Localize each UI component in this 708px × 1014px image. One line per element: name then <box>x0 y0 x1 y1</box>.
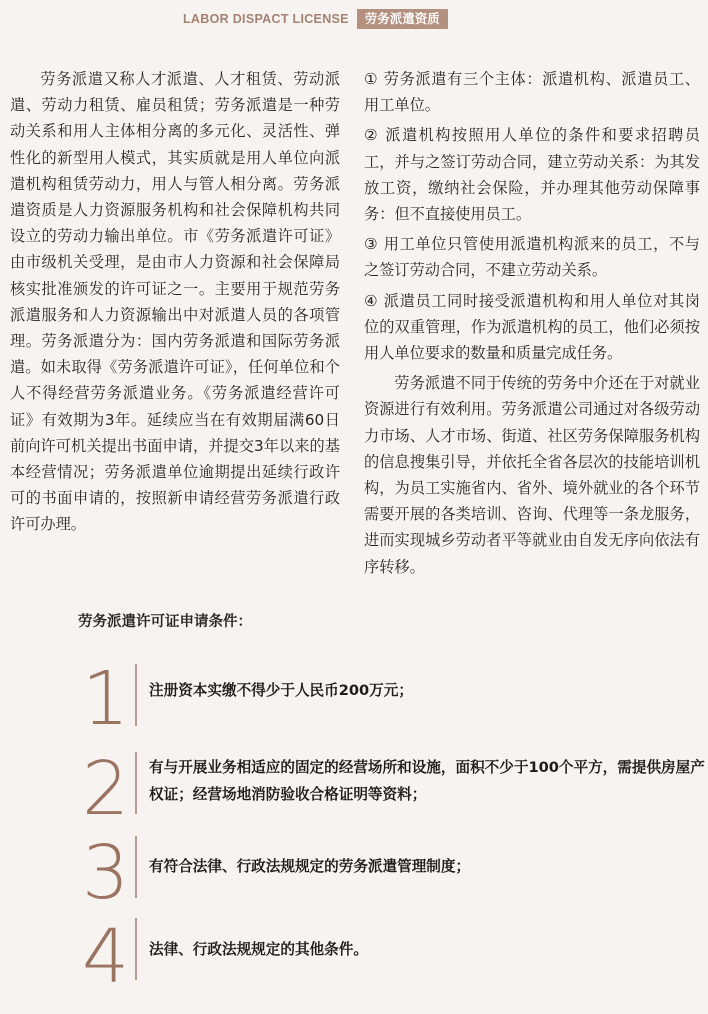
left-paragraph: 劳务派遣又称人才派遣、人才租赁、劳动派遣、劳动力租赁、雇员租赁；劳务派遣是一种劳动关系和用人主体相分离的多元化、灵活性、弹性化的新型用人模式，其实质就是用人单位向派遣机构租赁劳动力，用人与管人相分离。劳务派遣资质是人力资源服务机构和社会保障机构共同设立的劳动力输出单位。市《劳务派遣许可证》由市级机关受理，是由市人力资源和社会保障局核实批准颁发的许可证之一。主要用于规范劳务派遣服务和人力资源输出中对派遣人员的各项管理。劳务派遣分为：国内劳务派遣和国际劳务派遣。如未取得《劳务派遣许可证》，任何单位和个人不得经营劳务派遣业务。《劳务派遣经营许可证》有效期为3年。延续应当在有效期届满60日前向许可机关提出书面申请，并提交3年以来的基本经营情况；劳务派遣单位逾期提出延续行政许可的书面申请的，按照新申请经营劳务派遣行政许可办理。 <box>10 70 340 534</box>
left-column <box>10 66 340 538</box>
list-item: ① 劳务派遣有三个主体：派遣机构、派遣员工、用工单位。 <box>364 70 700 115</box>
list-item: ② 派遣机构按照用人单位的条件和要求招聘员工，并与之签订劳动合同，建立劳动关系：为其发放工资，缴纳社会保险，并办理其他劳动保障事务：但不直接使用员工。 <box>364 126 700 224</box>
condition-text: 有与开展业务相适应的固定的经营场所和设施，面积不少于100个平方，需提供房屋产权证；经营场地消防验收合格证明等资料； <box>149 759 705 803</box>
header-title-cn: 劳务派遣资质 <box>357 9 448 29</box>
condition-number: 1 <box>82 656 130 742</box>
condition-number: 2 <box>82 746 130 832</box>
list-item: ③ 用工单位只管使用派遣机构派来的员工，不与之签订劳动合同，不建立劳动关系。 <box>364 235 700 280</box>
condition-number: 3 <box>82 830 130 916</box>
condition-text: 有符合法律、行政法规规定的劳务派遣管理制度； <box>149 858 471 875</box>
header-title-en: LABOR DISPACT LICENSE <box>183 12 349 26</box>
condition-number: 4 <box>82 914 130 1000</box>
condition-divider <box>135 918 137 980</box>
condition-divider <box>135 836 137 898</box>
page-header <box>183 9 448 29</box>
condition-item-4 <box>70 914 700 1014</box>
condition-text: 法律、行政法规规定的其他条件。 <box>149 941 368 958</box>
right-column <box>364 66 700 580</box>
list-item: ④ 派遣员工同时接受派遣机构和用人单位对其岗位的双重管理，作为派遣机构的员工，他们必须按用人单位要求的数量和质量完成任务。 <box>364 291 700 363</box>
condition-item-1 <box>70 656 700 760</box>
condition-divider <box>135 752 137 814</box>
condition-divider <box>135 664 137 726</box>
conditions-title: 劳务派遣许可证申请条件： <box>78 614 252 630</box>
condition-text: 注册资本实缴不得少于人民币200万元； <box>149 682 413 699</box>
right-paragraph: 劳务派遣不同于传统的劳务中介还在于对就业资源进行有效利用。劳务派遣公司通过对各级劳动力市场、人才市场、街道、社区劳务保障服务机构的信息搜集引导，并依托全省各层次的技能培训机构，为员工实施省内、省外、境外就业的各个环节需要开展的各类培训、咨询、代理等一条龙服务，进而实现城乡劳动者平等就业由自发无序向依法有序转移。 <box>364 374 700 576</box>
